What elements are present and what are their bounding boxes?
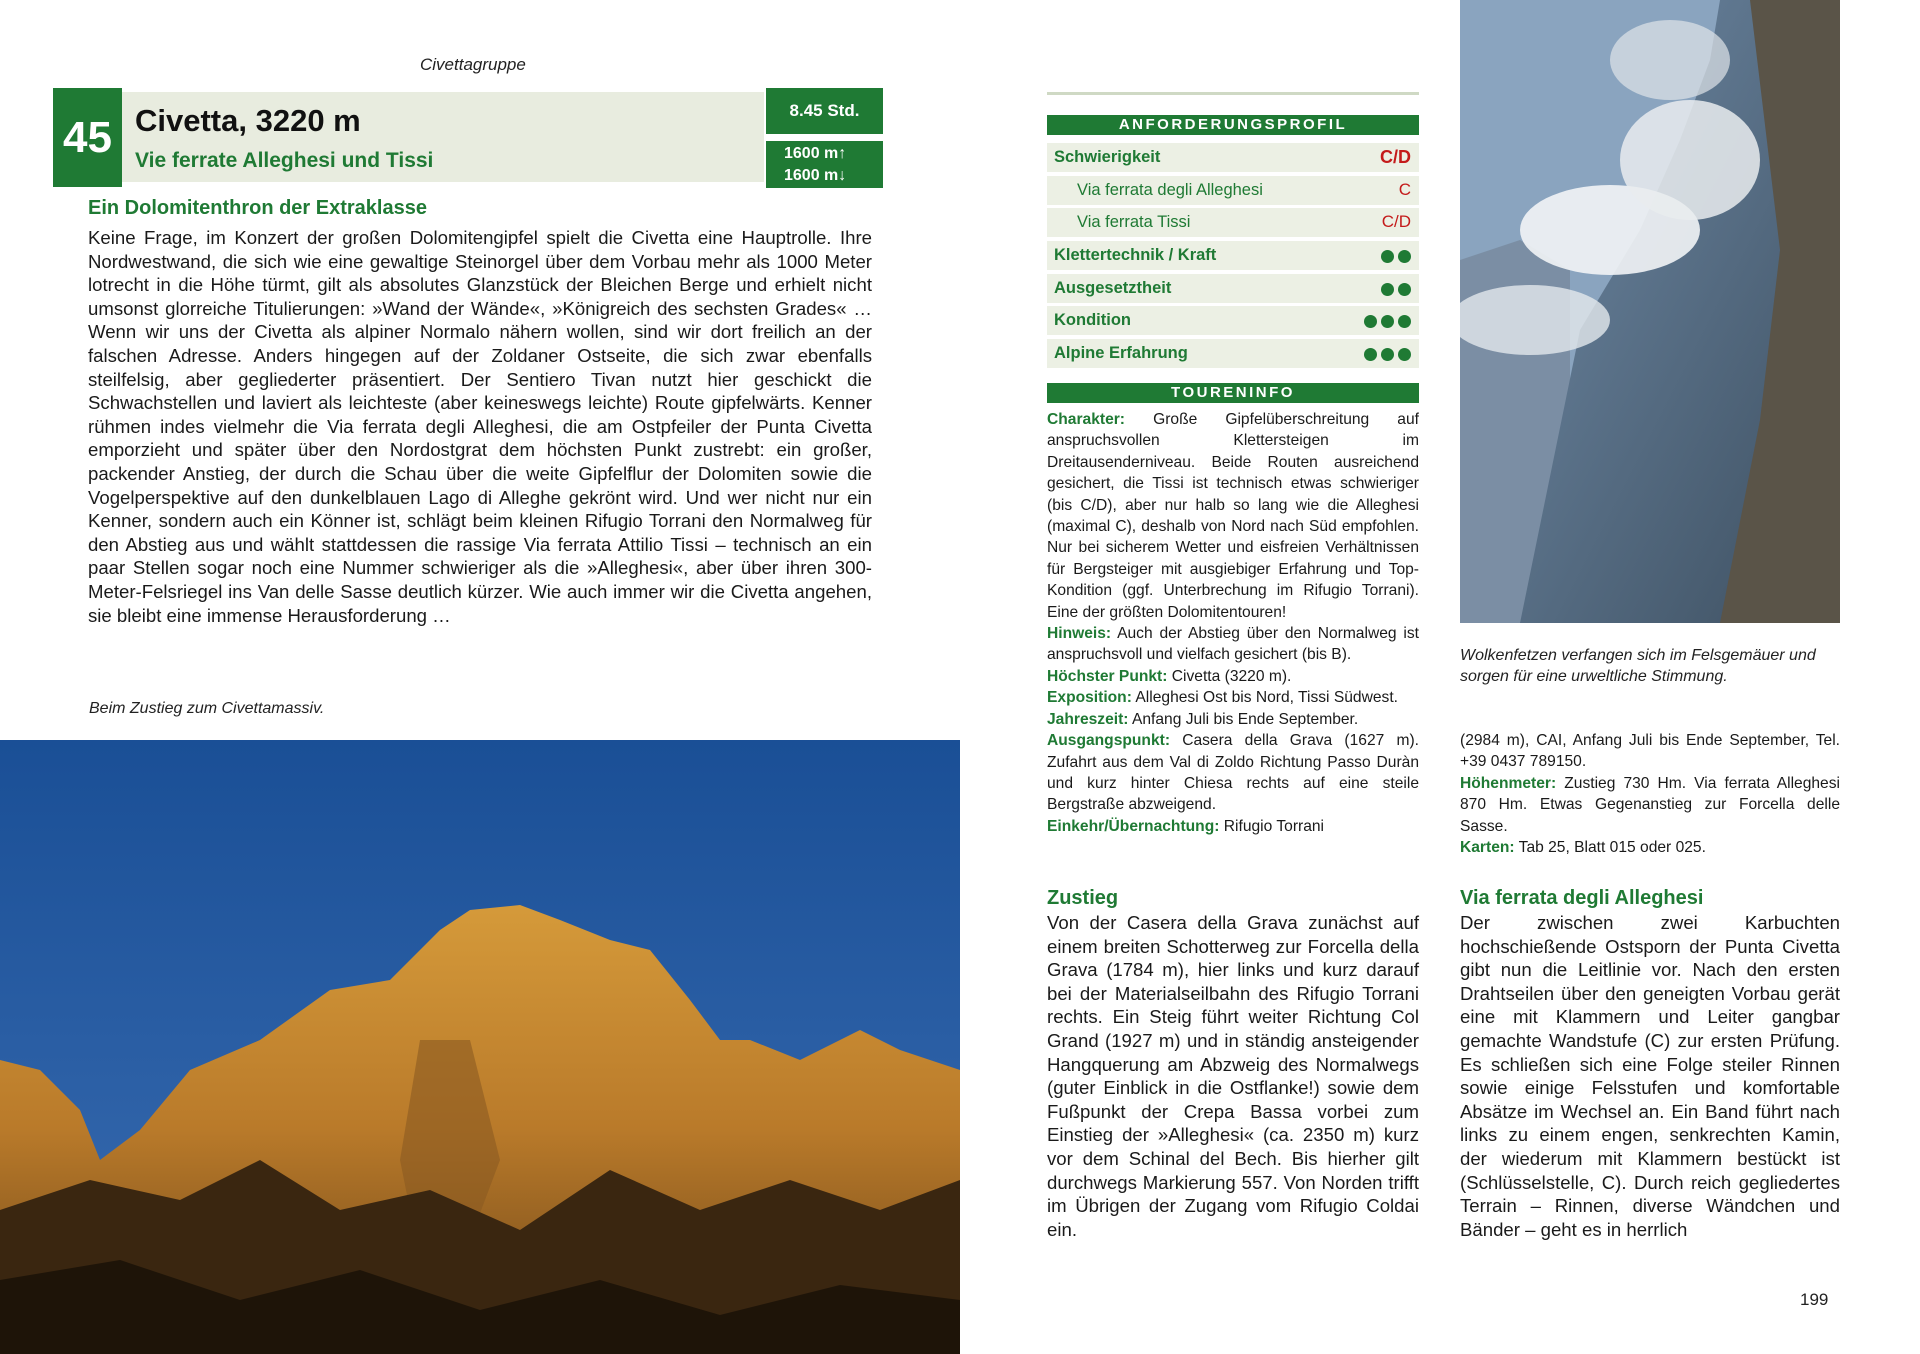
info-value: Casera della Grava (1627 m). Zufahrt aus dem Val di Zoldo Richtung Passo Duràn und kurz hinter Chiesa rechts auf eine steile Bergstraße abzweigend.: [1047, 732, 1419, 814]
civetta-mountain-photo: [0, 740, 960, 1354]
info-value: Civetta (3220 m).: [1171, 667, 1292, 685]
rating-dot: [1398, 283, 1411, 296]
req-row-tissi: [1047, 208, 1419, 237]
tour-info-continued: [1460, 730, 1840, 858]
rating-dot: [1381, 315, 1394, 328]
info-value: Anfang Juli bis Ende September.: [1131, 710, 1359, 728]
req-row-technique: [1047, 241, 1419, 270]
req-label: Kondition: [1054, 311, 1131, 329]
req-row-experience: [1047, 339, 1419, 368]
info-label: Karten:: [1460, 839, 1515, 857]
rating-dot: [1364, 315, 1377, 328]
info-karten: [1460, 837, 1840, 858]
zustieg-paragraph: Von der Casera della Grava zunächst auf einem breiten Schotterweg zur Forcella della Grava (1784 m), hier links und kurz darauf bei der Materialseilbahn des Rifugio Torrani rechts. Ein Steig führt weiter Richtung Col Grand (1927 m) und in ständig ansteigender Hangquerung am Abzweig des Normalwegs (guter Einblick in die Ostflanke!) sowie dem Fußpunkt der Crepa Bassa vorbei zum Einstieg der »Alleghesi« (ca. 2350 m) kurz vor dem Schinal del Bech. Bis hierher gilt durchwegs Markierung 557. Von Norden trifft im Übrigen der Zugang vom Rifugio Coldai ein.: [1047, 912, 1419, 1240]
ascent-value: 1600 m↑: [784, 144, 847, 162]
rating-dots: [1381, 283, 1411, 296]
info-hinweis: [1047, 623, 1419, 666]
rating-dot: [1381, 348, 1394, 361]
req-value: C/D: [1380, 147, 1411, 167]
info-ausgangspunkt: [1047, 730, 1419, 816]
req-label: Ausgesetztheit: [1054, 279, 1172, 297]
req-label: Alpine Erfahrung: [1054, 344, 1188, 362]
info-value: Zustieg 730 Hm. Via ferrata Alleghesi 870 Hm. Etwas Gegenanstieg zur Forcella delle Sasse.: [1460, 774, 1840, 835]
rating-dots: [1381, 250, 1411, 263]
req-label: Via ferrata Tissi: [1077, 213, 1191, 231]
elevation-badge: [766, 141, 883, 188]
req-label: Schwierigkeit: [1054, 148, 1161, 166]
req-label: Klettertechnik / Kraft: [1054, 246, 1217, 264]
info-value: (2984 m), CAI, Anfang Juli bis Ende September, Tel. +39 0437 789150.: [1460, 732, 1840, 771]
info-value: Auch der Abstieg über den Normalweg ist anspruchsvoll und vielfach gesichert (bis B).: [1047, 625, 1419, 664]
info-label: Exposition:: [1047, 689, 1132, 707]
requirements-header: ANFORDERUNGSPROFIL: [1047, 115, 1419, 135]
tour-info-block: [1047, 409, 1419, 837]
tour-subtitle: Vie ferrate Alleghesi und Tissi: [135, 149, 434, 172]
tour-title: Civetta, 3220 m: [135, 103, 361, 138]
intro-paragraph: Keine Frage, im Konzert der großen Dolomitengipfel spielt die Civetta eine Hauptrolle. Ihre Nordwestwand, die sich wie eine gewaltige Steinorgel über dem Vorbau mehr als 1000 Meter lotrecht in die Höhe türmt, gilt als absolutes Glanzstück der Bleichen Berge und erhielt nicht umsonst glorreiche Titulierungen: »Wand der Wände«, »Königreich des sechsten Grades« … Wenn wir uns der Civetta als alpiner Normalo nähern wollen, sind wir dort freilich an der falschen Adresse. Anders hingegen auf der Zoldaner Ostseite, die sich zwar ebenfalls steilfelsig, aber gegliederter präsentiert. Der Sentiero Tivan nutzt hier geschickt die Schwachstellen und laviert als leichteste (aber keineswegs leichte) Route gipfelwärts. Kenner rühmen indes vielmehr die Via ferrata degli Alleghesi, die am Ostpfeiler der Punta Civetta emporzieht und später über den Nordostgrat dem höchsten Punkt zustrebt: ein großer, packender Anstieg, der durch die Schau über die weite Gipfelflur der Dolomiten sowie die Vogelperspektive auf den dunkelblauen Lago di Alleghe gekrönt wird. Und wer nicht nur ein Kenner, sondern auch ein Könner ist, schlägt beim kleinen Rifugio Torrani den Normalweg für den Abstieg aus und wählt stattdessen die rassige Via ferrata Attilio Tissi – technisch an ein paar Stellen sogar noch eine Nummer schwieriger als die »Alleghesi«, aber über ihren 300-Meter-Felsriegel ins Van delle Sasse deutlich kürzer. Wie auch immer wir die Civetta angehen, sie bleibt eine immense Herausforderung …: [88, 227, 872, 626]
info-jahreszeit: [1047, 709, 1419, 730]
rating-dot: [1398, 250, 1411, 263]
zustieg-heading: Zustieg: [1047, 887, 1119, 909]
info-label: Jahreszeit:: [1047, 710, 1129, 728]
info-value: Große Gipfelüberschreitung auf anspruchsvollen Klettersteigen im Dreitausenderniveau. Beide Routen ausreichend gesichert, die Tissi ist technisch etwas schwieriger (bis C/D), aber nur halb so lang wie die Alleghesi (maximal C), deshalb von Nord nach Süd empfohlen. Nur bei sicherem Wetter und eisfreien Verhältnissen für Bergsteiger mit ausgiebiger Erfahrung und Top-Kondition (ggf. Unterbrechung im Rifugio Torrani). Eine der größten Dolomitentouren!: [1047, 411, 1419, 621]
info-label: Höchster Punkt:: [1047, 667, 1168, 685]
req-value: C/D: [1381, 212, 1411, 231]
req-row-difficulty: [1047, 143, 1419, 172]
req-row-condition: [1047, 306, 1419, 335]
intro-heading: Ein Dolomitenthron der Extraklasse: [88, 197, 427, 219]
info-label: Höhenmeter:: [1460, 774, 1557, 792]
rating-dot: [1364, 348, 1377, 361]
photo-caption-right: Wolkenfetzen verfangen sich im Felsgemäuer und sorgen für eine urweltliche Stimmung.: [1460, 647, 1816, 685]
rating-dot: [1381, 250, 1394, 263]
rating-dots: [1364, 348, 1411, 361]
info-charakter: [1047, 409, 1419, 623]
tour-info-header: TOURENINFO: [1047, 383, 1419, 403]
duration-badge: 8.45 Std.: [766, 88, 883, 134]
req-value: C: [1398, 180, 1411, 199]
info-value: Rifugio Torrani: [1223, 817, 1325, 835]
rating-dot: [1381, 283, 1394, 296]
req-row-exposure: [1047, 274, 1419, 303]
running-head: Civettagruppe: [420, 55, 526, 74]
ferrata-paragraph: Der zwischen zwei Karbuchten hochschießende Ostsporn der Punta Civetta gibt nun die Leitlinie vor. Nach den ersten Drahtseilen über den geneigten Vorbau gerät eine mit Klammern und Leiter gangbar gemachte Wandstufe (C) zur ersten Prüfung. Es schließen sich eine Folge steiler Rinnen sowie einige Felsstufen und komfortable Absätze im Wechsel an. Ein Band führt nach links zu einem engen, senkrechten Kamin, der wiederum mit Klammern bestückt ist (Schlüsselstelle, C). Durch reich gegliedertes Terrain – Rinnen, diverse Wändchen und Bänder – geht es in herrlich: [1460, 912, 1840, 1240]
info-label: Hinweis:: [1047, 625, 1112, 643]
rating-dot: [1398, 315, 1411, 328]
rating-dot: [1398, 348, 1411, 361]
cliff-illustration: [1460, 0, 1840, 623]
info-label: Einkehr/Übernachtung:: [1047, 817, 1220, 835]
cloud-cliff-photo: [1460, 0, 1840, 623]
ferrata-heading: Via ferrata degli Alleghesi: [1460, 887, 1704, 909]
mountain-illustration: [0, 740, 960, 1354]
info-einkehr-cont: [1460, 730, 1840, 773]
rating-dots: [1364, 315, 1411, 328]
info-hoehenmeter: [1460, 773, 1840, 837]
tour-number-badge: 45: [53, 88, 122, 187]
req-label: Via ferrata degli Alleghesi: [1077, 181, 1263, 199]
info-value: Tab 25, Blatt 015 oder 025.: [1518, 839, 1706, 857]
req-row-alleghesi: [1047, 176, 1419, 205]
info-value: Alleghesi Ost bis Nord, Tissi Südwest.: [1135, 689, 1398, 707]
photo-caption-left: Beim Zustieg zum Civettamassiv.: [89, 700, 325, 717]
info-hoechster-punkt: [1047, 666, 1419, 687]
info-exposition: [1047, 687, 1419, 708]
top-rule: [1047, 92, 1419, 95]
page-number: 199: [1800, 1290, 1829, 1309]
info-einkehr: [1047, 816, 1419, 837]
info-label: Charakter:: [1047, 411, 1125, 428]
descent-value: 1600 m↓: [784, 166, 847, 184]
info-label: Ausgangspunkt:: [1047, 732, 1171, 750]
